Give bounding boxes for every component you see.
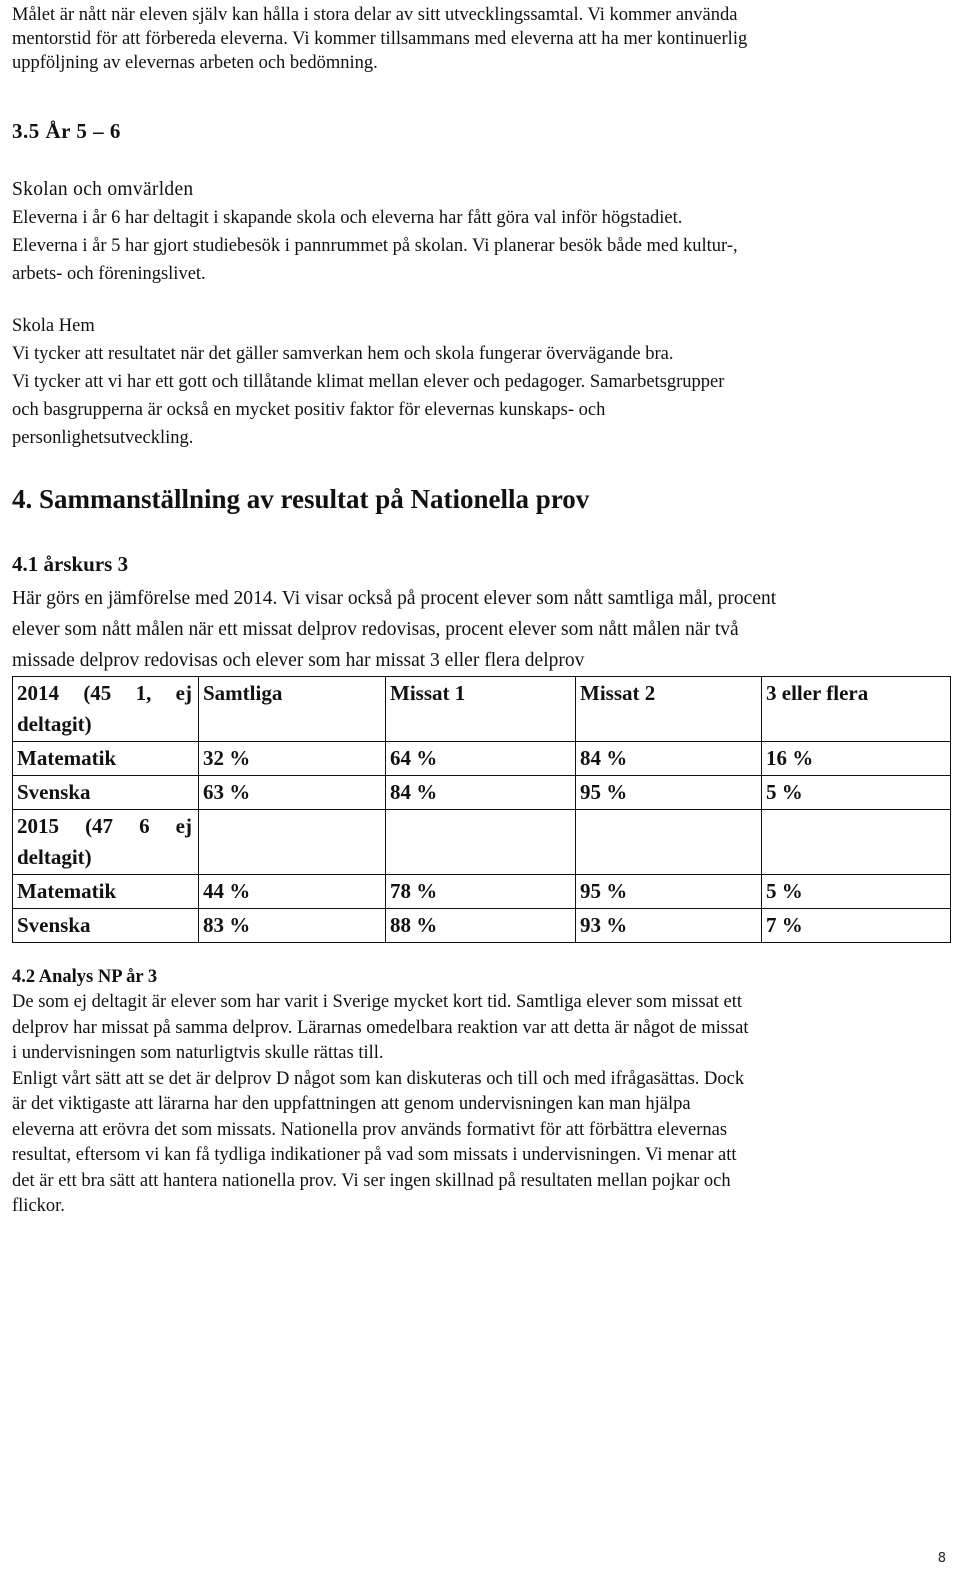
section-4-1-line: Här görs en jämförelse med 2014. Vi visar också på procent elever som nått samtliga mål, procent [12,588,777,609]
section-4-2-line: delprov har missat på samma delprov. Lärarnas omedelbara reaktion var att detta är något de missat [12,1017,749,1038]
skola-hem-line: personlighetsutveckling. [12,428,194,448]
table-cell: 84 % [386,776,576,810]
table-subject-cell: Svenska [13,776,199,810]
table-empty-cell [199,810,386,875]
omvarld-line: arbets- och föreningslivet. [12,264,206,284]
table-subject-cell: Matematik [13,875,199,909]
table-year-cell: 2015 (47 6 ej deltagit) [13,810,199,875]
table-row [13,742,951,776]
intro-line: Målet är nått när eleven själv kan hålla i stora delar av sitt utvecklingssamtal. Vi kommer använda [12,5,738,25]
table-empty-cell [386,810,576,875]
table-cell: 63 % [199,776,386,810]
table-cell: 7 % [762,909,951,943]
section-4-1-line: elever som nått målen när ett missat delprov redovisas, procent elever som nått målen när två [12,619,739,640]
table-row [13,909,951,943]
section-4-2-line: i undervisningen som naturligtvis skulle rättas till. [12,1043,384,1063]
section-4-2-line: eleverna att erövra det som missats. Nationella prov används formativt för att förbättra elevernas [12,1119,728,1140]
section-4-2-line: Enligt vårt sätt att se det är delprov D något som kan diskuteras och till och med ifrågasättas. Dock [12,1068,745,1089]
omvarld-line: Eleverna i år 6 har deltagit i skapande skola och eleverna har fått göra val inför högstadiet. [12,208,683,228]
table-cell: 83 % [199,909,386,943]
intro-line: mentorstid för att förbereda eleverna. Vi kommer tillsammans med eleverna att ha mer kontinuerlig [12,29,748,49]
section-4-2-line: det är ett bra sätt att hantera nationella prov. Vi ser ingen skillnad på resultaten mellan pojkar och [12,1170,731,1191]
skola-hem-line: Vi tycker att resultatet när det gäller samverkan hem och skola fungerar övervägande bra. [12,344,674,364]
table-cell: 84 % [576,742,762,776]
section-4-1-line: missade delprov redovisas och elever som har missat 3 eller flera delprov [12,650,585,671]
intro-line: uppföljning av elevernas arbeten och bedömning. [12,53,378,73]
section-4-2-heading: 4.2 Analys NP år 3 [12,967,158,987]
table-header-cell: Missat 2 [576,677,762,742]
table-header-row [13,677,951,742]
table-cell: 93 % [576,909,762,943]
table-cell: 32 % [199,742,386,776]
table-cell: 78 % [386,875,576,909]
section-4-2-line: De som ej deltagit är elever som har varit i Sverige mycket kort tid. Samtliga elever som missat ett [12,992,743,1012]
section-4-1-heading: 4.1 årskurs 3 [12,552,129,576]
table-cell: 64 % [386,742,576,776]
table-year-row [13,810,951,875]
table-cell: 16 % [762,742,951,776]
section-4-heading: 4. Sammanställning av resultat på Nationella prov [12,484,590,514]
section-4-2-line: resultat, eftersom vi kan få tydliga indikationer på vad som missats i undervisningen. Vi menar att [12,1145,737,1165]
omvarld-title: Skolan och omvärlden [12,179,194,200]
omvarld-block [12,178,738,286]
table-row [13,776,951,810]
section-4-2-line: är det viktigaste att lärarna har den uppfattningen att genom undervisningen kan man hjälpa [12,1094,691,1114]
table-cell: 5 % [762,875,951,909]
table-empty-cell [576,810,762,875]
table-row [13,875,951,909]
table-subject-cell: Matematik [13,742,199,776]
section-4-1-text [12,583,950,676]
table-header-cell: 3 eller flera [762,677,951,742]
table-year-cell: 2014 (45 1, ej deltagit) [13,677,199,742]
intro-paragraph [12,3,747,75]
np-results-table [12,676,951,943]
table-cell: 88 % [386,909,576,943]
skola-hem-title: Skola Hem [12,316,95,336]
table-subject-cell: Svenska [13,909,199,943]
skola-hem-block [12,314,724,450]
table-cell: 5 % [762,776,951,810]
section-3-5-heading: 3.5 År 5 – 6 [12,119,121,143]
section-4-2-text [12,990,950,1220]
table-header-cell: Samtliga [199,677,386,742]
table-cell: 95 % [576,776,762,810]
table-empty-cell [762,810,951,875]
table-cell: 44 % [199,875,386,909]
skola-hem-line: Vi tycker att vi har ett gott och tillåtande klimat mellan elever och pedagoger. Samarbetsgrupper [12,372,725,392]
skola-hem-line: och basgrupperna är också en mycket positiv faktor för elevernas kunskaps- och [12,400,606,420]
page-number: 8 [937,1551,946,1566]
section-4-2-line: flickor. [12,1196,65,1216]
table-header-cell: Missat 1 [386,677,576,742]
omvarld-line: Eleverna i år 5 har gjort studiebesök i pannrummet på skolan. Vi planerar besök både med kultur-, [12,236,738,256]
table-cell: 95 % [576,875,762,909]
